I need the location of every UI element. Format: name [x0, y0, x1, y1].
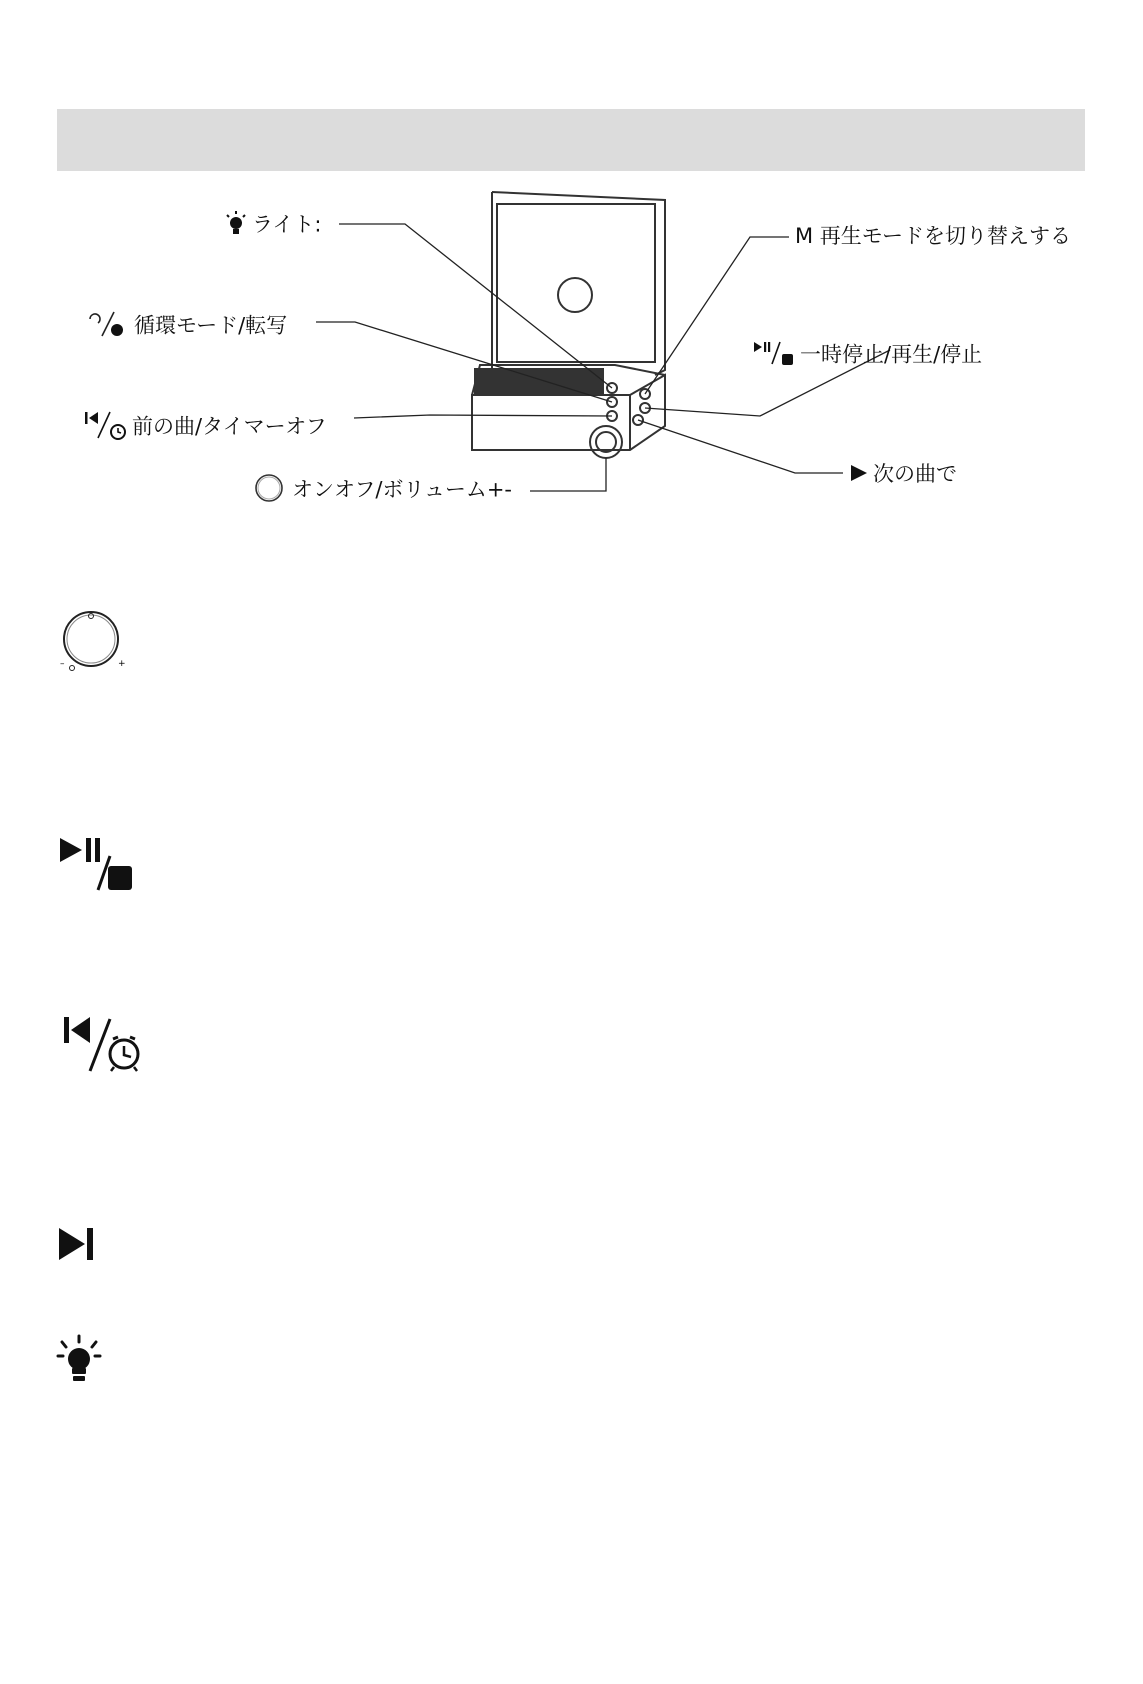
device-diagram: [0, 180, 1143, 520]
light-bulb-icon: [56, 1334, 102, 1388]
volume-knob-icon: [58, 610, 130, 676]
knob-icon: [250, 472, 288, 509]
previous-alarm-icon: [60, 1015, 144, 1077]
play-triangle-icon: [849, 463, 869, 488]
callout-prev-timer: [84, 408, 327, 447]
callout-cycle-mode: [86, 310, 287, 343]
header-bar: [57, 109, 1085, 171]
callout-next-track: [849, 462, 957, 488]
svg-text:+: +: [118, 659, 126, 669]
callout-mode-switch-label: M 再生モードを切り替えする: [795, 224, 1071, 248]
callout-cycle-mode-label: 循環モード/転写: [134, 313, 288, 338]
callout-next-track-label: 次の曲で: [873, 462, 957, 486]
svg-text:–: –: [60, 659, 65, 669]
callout-light: [224, 210, 321, 241]
light-bulb-icon: [224, 210, 248, 241]
play-pause-stop-icon: [58, 836, 134, 898]
callout-light-label: ライト:: [252, 212, 322, 237]
callout-play-pause: [752, 338, 982, 373]
callout-mode-switch: [795, 224, 1071, 248]
next-track-icon: [57, 1226, 99, 1266]
callout-power-volume: [250, 472, 512, 509]
play-pause-stop-icon: [752, 338, 796, 373]
callout-play-pause-label: 一時停止/再生/停止: [800, 342, 983, 367]
repeat-icon: [86, 310, 130, 343]
callout-prev-timer-label: 前の曲/タイマーオフ: [132, 414, 327, 439]
callout-power-volume-label: オンオフ/ボリューム+-: [292, 477, 512, 502]
previous-alarm-icon: [84, 408, 128, 447]
